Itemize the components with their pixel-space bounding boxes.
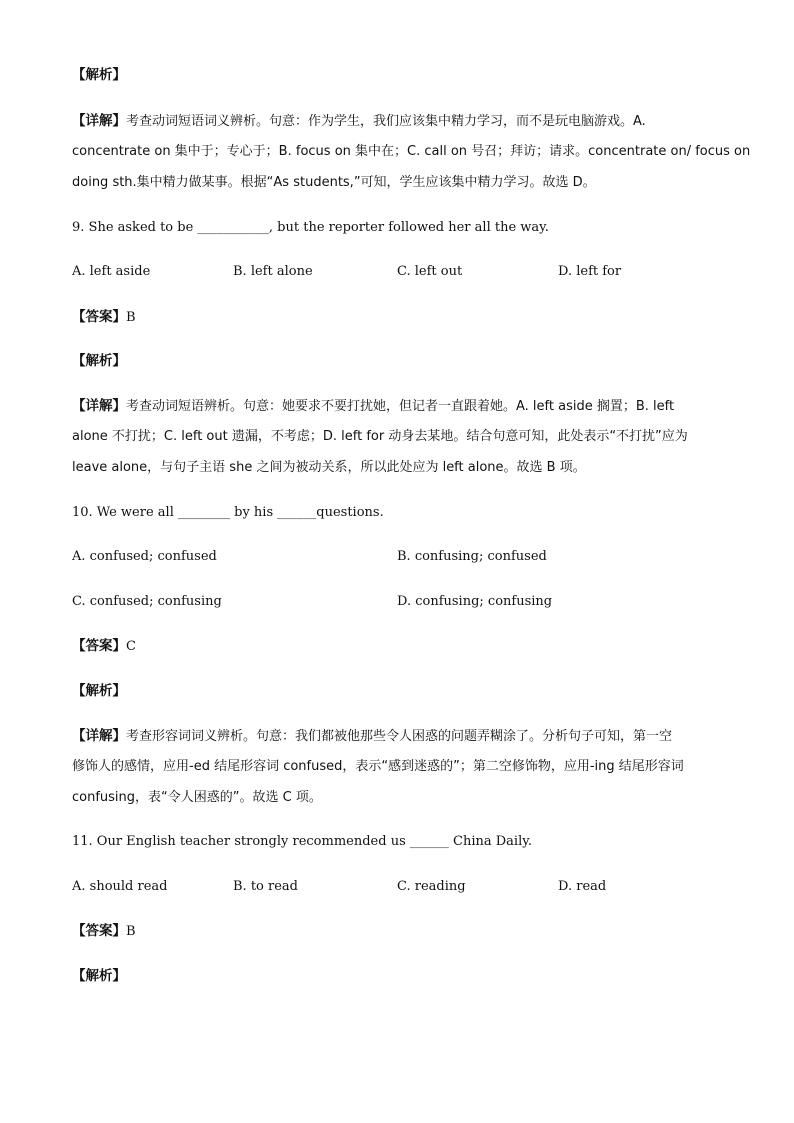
q9-option-c: C. left out: [397, 264, 463, 279]
q10-detail-text-1: 考查形容词词义辨析。句意：我们都被他那些令人困惑的问题弄糊涂了。分析句子可知，第一空: [126, 729, 673, 744]
q10-detail-line-2: 修饰人的感情，应用-ed 结尾形容词 confused，表示“感到迷惑的”；第二空修饰物，应用-ing 结尾形容词: [72, 759, 684, 774]
q8-detail-line-1: [72, 111, 646, 132]
q9-detail-line-3: leave alone，与句子主语 she 之间为被动关系，所以此处应为 left alone。故选 B 项。: [72, 460, 586, 475]
q10-detail-line-3: confusing，表“令人困惑的”。故选 C 项。: [72, 790, 322, 805]
q9-detail-text-1: 考查动词短语辨析。句意：她要求不要打扰她，但记者一直跟着她。A. left aside 搁置；B. left: [126, 399, 675, 414]
q11-answer-line: [72, 921, 136, 942]
jiexi-label-q8: 【解析】: [72, 67, 126, 83]
q11-option-a: A. should read: [72, 879, 168, 894]
q10-answer: C: [126, 639, 136, 654]
q9-answer-line: [72, 307, 136, 328]
xiangjie-label-q8: 【详解】: [72, 113, 126, 129]
jiexi-label-q10: 【解析】: [72, 683, 126, 699]
daan-label-q9: 【答案】: [72, 309, 126, 325]
jiexi-label-q9: 【解析】: [72, 353, 126, 369]
q9-option-d: D. left for: [558, 264, 622, 279]
q11-option-c: C. reading: [397, 879, 466, 894]
q8-detail-line-2: concentrate on 集中于；专心于；B. focus on 集中在；C. call on 号召；拜访；请求。concentrate on/ focus on: [72, 144, 751, 159]
q9-option-b: B. left alone: [233, 264, 313, 279]
jiexi-label-q11: 【解析】: [72, 968, 126, 984]
q11-option-b: B. to read: [233, 879, 298, 894]
xiangjie-label-q10: 【详解】: [72, 728, 126, 744]
xiangjie-label-q9: 【详解】: [72, 398, 126, 414]
q10-option-d: D. confusing; confusing: [397, 594, 553, 609]
q10-answer-line: [72, 636, 136, 657]
q9-answer: B: [126, 310, 136, 325]
daan-label-q10: 【答案】: [72, 638, 126, 654]
q11-question: 11. Our English teacher strongly recommended us ______ China Daily.: [72, 834, 532, 849]
q10-option-b: B. confusing; confused: [397, 549, 547, 564]
q11-option-d: D. read: [558, 879, 607, 894]
q10-option-a: A. confused; confused: [72, 549, 217, 564]
q9-question: 9. She asked to be ___________, but the reporter followed her all the way.: [72, 220, 549, 235]
q8-detail-text-1: 考查动词短语词义辨析。句意：作为学生，我们应该集中精力学习，而不是玩电脑游戏。A.: [126, 114, 646, 129]
q10-question: 10. We were all ________ by his ______questions.: [72, 505, 384, 520]
q8-detail-line-3: doing sth.集中精力做某事。根据“As students,”可知，学生应该集中精力学习。故选 D。: [72, 175, 596, 190]
q10-option-c: C. confused; confusing: [72, 594, 222, 609]
daan-label-q11: 【答案】: [72, 923, 126, 939]
q9-option-a: A. left aside: [72, 264, 151, 279]
q11-answer: B: [126, 924, 136, 939]
q10-detail-line-1: [72, 726, 672, 747]
q9-detail-line-2: alone 不打扰；C. left out 遗漏，不考虑；D. left for 动身去某地。结合句意可知，此处表示“不打扰”应为: [72, 429, 688, 444]
q9-detail-line-1: [72, 396, 674, 417]
